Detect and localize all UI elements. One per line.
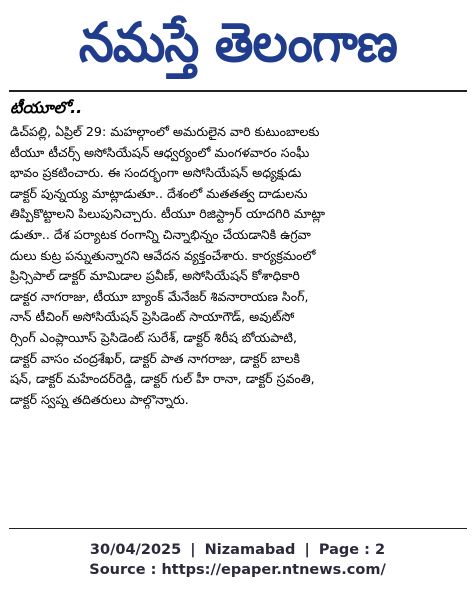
article-line: ర్సింగ్ ఎంప్లాయీస్ ప్రెసిడెంట్ సురేశ్, డాక్టర్ శిరీష బోయపాటి, [10, 329, 297, 345]
separator: | [304, 542, 310, 558]
article-line: డుతూ.. దేశ పర్యాటక రంగాన్ని చిన్నాభిన్నం చేయడానికి ఉగ్రవా [10, 226, 311, 242]
article-line: డాక్టర్ స్వప్న తదితరులు పాల్గొన్నారు. [10, 391, 189, 407]
article-line: భావం ప్రకటించారు. ఈ సందర్భంగా అసోసియేషన్ అధ్యక్షుడు [10, 165, 302, 181]
article-line: ప్రిన్సిపాల్ డాక్టర్ మామిడాల ప్రవీణ్, అసోసియేషన్ కోశాధికారి [10, 268, 300, 284]
masthead-logo [28, 4, 448, 82]
edition-name: Nizamabad [204, 542, 296, 558]
article-line: డాక్టర్ పున్నయ్య మాట్లాడుతూ.. దేశంలో మతతత్వ దాడులను [10, 185, 308, 201]
article-body [10, 122, 464, 410]
article-line: షన్, డాక్టర్ మహేందర్‌రెడ్డి, డాక్టర్ గుల్ హీ రానా, డాక్టర్ స్రవంతి, [10, 371, 315, 387]
newspaper-title: నమస్తే తెలంగాణ [78, 11, 398, 74]
article-line: నాన్ టీచింగ్ అసోసియేషన్ ప్రెసిడెంట్ సాయాగౌడ్, అవుట్‌సో [10, 309, 295, 325]
bottom-divider [9, 528, 467, 529]
separator: | [190, 542, 196, 558]
source-link[interactable]: Source : https://epaper.ntnews.com/ [89, 562, 386, 578]
article-line: డాక్టర్ వాసం చంద్రశేఖర్, డాక్టర్ పాత నాగరాజు, డాక్టర్ బాలకి [10, 350, 300, 366]
publication-date: 30/04/2025 [89, 542, 182, 558]
article-line: డిచ్‌పల్లి, ఏప్రిల్ 29: మహల్గాంలో అమరులైన వారి కుటుంబాలకు [10, 124, 320, 139]
clipping-info [0, 540, 475, 560]
article-line: టీయూ టీచర్స్ అసోసియేషన్ ఆధ్వర్యంలో మంగళవారం సంఘీ [10, 144, 310, 160]
top-divider [9, 90, 467, 92]
article-headline: టీయూలో.. [10, 98, 83, 117]
page-number: Page : 2 [318, 542, 386, 558]
clipping-footer [0, 540, 475, 580]
article-line: దులు కుట్ర పన్నుతున్నారని ఆవేదన వ్యక్తంచేశారు. కార్యక్రమంలో [10, 247, 316, 263]
article-line: డాక్టర నాగరాజు, టీయూ బ్యాంక్ మేనేజర్ శివనారాయణ సింగ్, [10, 288, 309, 304]
article-line: తిప్పికొట్టాలని పిలుపునిచ్చారు. టీయూ రిజిస్ట్రార్ యాదగిరి మాట్లా [10, 206, 326, 222]
